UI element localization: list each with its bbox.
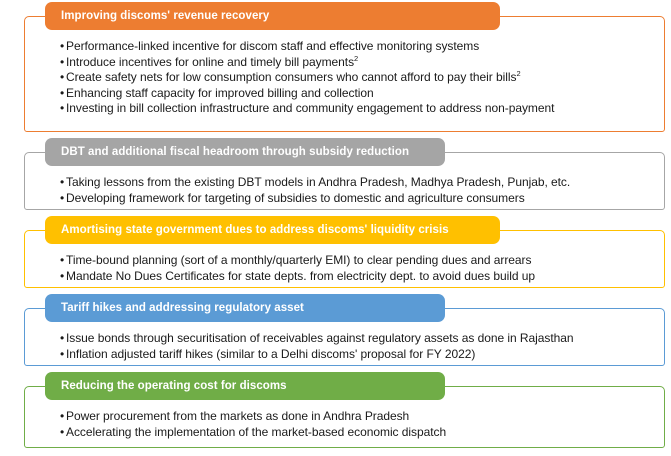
bullet-item [60,331,655,347]
bullet-dot-icon: • [60,268,65,283]
reform-block-header: Amortising state government dues to address discoms' liquidity crisis [45,216,500,244]
bullet-dot-icon: • [60,54,65,69]
bullet-text: Power procurement from the markets as done in Andhra Pradesh [66,409,410,423]
reform-block-tariff-hikes-and-regulatory-asset [24,294,665,366]
bullet-text: Time-bound planning (sort of a monthly/quarterly EMI) to clear pending dues and arrears [66,253,532,267]
bullet-item [60,347,655,363]
reform-block-header: Reducing the operating cost for discoms [45,372,445,400]
reform-block-body [24,166,665,214]
bullet-item [60,269,655,285]
bullet-item [60,191,655,207]
bullet-text: Accelerating the implementation of the market-based economic dispatch [66,424,447,439]
bullet-item [60,425,655,441]
bullet-text: Enhancing staff capacity for improved billing and collection [66,85,374,100]
bullet-dot-icon: • [60,175,65,189]
reform-block-body [24,244,665,292]
bullet-text: Developing framework for targeting of subsidies to domestic and agriculture consumers [66,190,525,205]
bullet-text: Introduce incentives for online and timely bill payments [66,54,355,69]
reform-block-header: DBT and additional fiscal headroom through subsidy reduction [45,138,445,166]
bullet-superscript: 2 [516,69,521,79]
bullet-text: Performance-linked incentive for discom staff and effective monitoring systems [66,39,480,53]
bullet-dot-icon: • [60,70,65,85]
bullet-dot-icon: • [60,253,65,267]
bullet-text: Investing in bill collection infrastructure and community engagement to address non-payment [66,101,555,116]
bullet-item [60,409,655,425]
bullet-dot-icon: • [60,85,65,100]
bullet-item [60,55,655,71]
bullet-dot-icon: • [60,101,65,116]
reform-block-body [24,400,665,448]
bullet-superscript: 2 [354,53,359,63]
bullet-text: Create safety nets for low consumption consumers who cannot afford to pay their bills [66,70,517,85]
bullet-item [60,70,655,86]
reform-block-amortising-state-government-dues [24,216,665,288]
reform-block-header: Improving discoms' revenue recovery [45,2,500,30]
reform-block-improving-discoms-revenue-recovery [24,2,665,132]
bullet-item [60,101,655,117]
reform-block-body [24,30,665,125]
reform-block-reducing-operating-cost-for-discoms [24,372,665,448]
bullet-dot-icon: • [60,190,65,205]
reform-block-header: Tariff hikes and addressing regulatory asset [45,294,445,322]
bullet-dot-icon: • [60,424,65,439]
bullet-item [60,175,655,191]
bullet-item [60,86,655,102]
bullet-text: Mandate No Dues Certificates for state depts. from electricity dept. to avoid dues build up [66,268,536,283]
bullet-text: Issue bonds through securitisation of receivables against regulatory assets as done in Rajasthan [66,331,574,345]
bullet-item [60,39,655,55]
reform-block-dbt-and-additional-fiscal-headroom [24,138,665,210]
bullet-dot-icon: • [60,346,65,361]
bullet-text: Inflation adjusted tariff hikes (similar to a Delhi discoms' proposal for FY 2022) [66,346,476,361]
bullet-text: Taking lessons from the existing DBT models in Andhra Pradesh, Madhya Pradesh, Punjab, etc. [66,175,571,189]
bullet-dot-icon: • [60,331,65,345]
bullet-dot-icon: • [60,39,65,53]
bullet-item [60,253,655,269]
bullet-dot-icon: • [60,409,65,423]
reform-block-body [24,322,665,370]
